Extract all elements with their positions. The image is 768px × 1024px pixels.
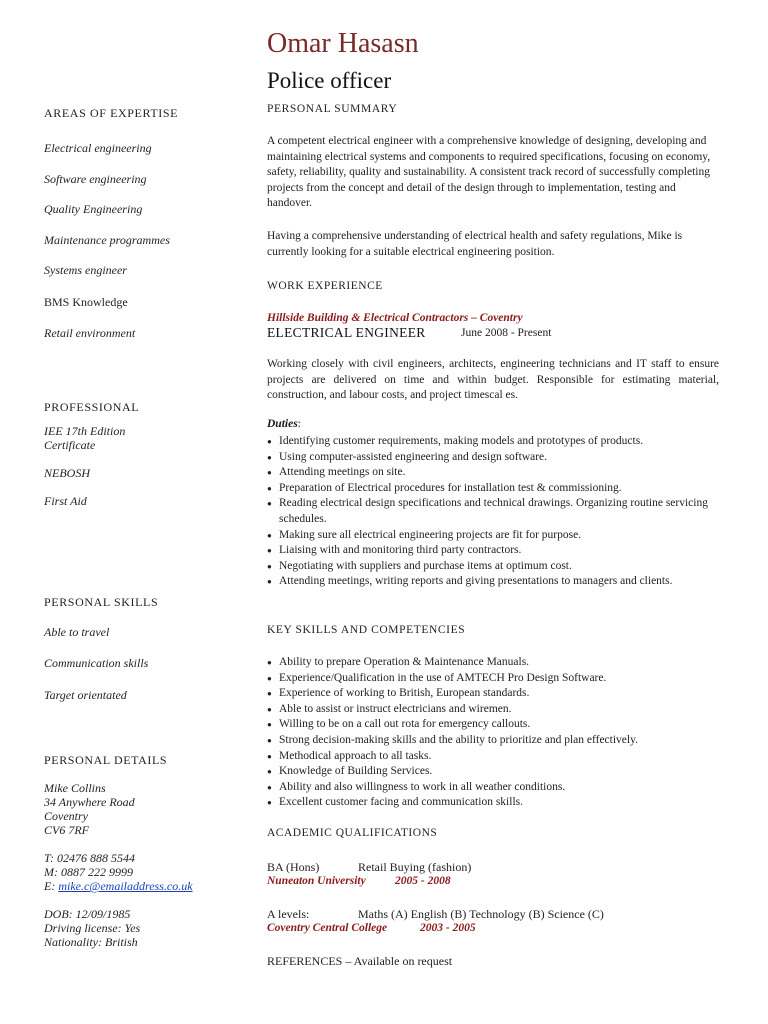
expertise-item: Quality Engineering <box>44 202 143 216</box>
candidate-name: Omar Hasasn <box>267 28 419 59</box>
duty-item: ● Attending meetings, writing reports and giving presentations to managers and clients. <box>267 574 719 590</box>
detail-email-row <box>44 879 193 894</box>
employer-name: Hillside Building & Electrical Contractors – Coventry <box>267 312 523 324</box>
personal-skill-item: Communication skills <box>44 656 149 670</box>
personal-skill-item: Able to travel <box>44 625 110 639</box>
expertise-heading: AREAS OF EXPERTISE <box>44 106 179 120</box>
key-skill-item: ● Excellent customer facing and communication skills. <box>267 795 719 811</box>
email-link[interactable]: mike.c@emailaddress.co.uk <box>58 879 193 893</box>
personal-skill-item: Target orientated <box>44 688 127 702</box>
summary-heading: PERSONAL SUMMARY <box>267 103 398 115</box>
detail-name: Mike Collins <box>44 781 106 795</box>
job-description: Working closely with civil engineers, architects, engineering technicians and IT staff to ensure projects are delivered on time and within budget. Responsible for estimating material, construction, and labour costs, and project timescal es. <box>267 358 719 401</box>
duty-item: ● Making sure all electrical engineering projects are fit for purpose. <box>267 528 719 544</box>
university-dates: 2005 - 2008 <box>395 875 451 887</box>
duties-label: Duties <box>267 418 298 430</box>
detail-license: Driving license: Yes <box>44 921 141 935</box>
key-skill-item: ● Able to assist or instruct electricians and wiremen. <box>267 702 719 718</box>
key-skill-item: ● Strong decision-making skills and the ability to prioritize and plan effectively. <box>267 733 719 749</box>
duty-item: ● Preparation of Electrical procedures for installation test & commissioning. <box>267 481 719 497</box>
duties-colon: : <box>297 418 301 430</box>
professional-item: IEE 17th Edition <box>44 424 126 438</box>
university-name: Nuneaton University <box>267 875 366 887</box>
email-label: E: <box>44 879 59 893</box>
degree-subject: Retail Buying (fashion) <box>358 860 472 874</box>
duty-item: ● Using computer-assisted engineering and design software. <box>267 450 719 466</box>
key-skill-item: ● Knowledge of Building Services. <box>267 764 719 780</box>
professional-item: Certificate <box>44 438 96 452</box>
key-skills-heading: KEY SKILLS AND COMPETENCIES <box>267 624 466 636</box>
duty-item: ● Reading electrical design specifications and technical drawings. Organizing routine servicing schedules. <box>267 496 719 527</box>
key-skill-item: ● Willing to be on a call out rota for emergency callouts. <box>267 717 719 733</box>
expertise-item: Electrical engineering <box>44 141 152 155</box>
personal-skills-heading: PERSONAL SKILLS <box>44 595 159 609</box>
duty-item: ● Attending meetings on site. <box>267 465 719 481</box>
detail-mobile: M: 0887 222 9999 <box>44 865 133 879</box>
expertise-item: BMS Knowledge <box>44 295 128 309</box>
job-dates: June 2008 - Present <box>461 327 552 339</box>
detail-nationality: Nationality: British <box>44 935 138 949</box>
summary-paragraph: A competent electrical engineer with a comprehensive knowledge of designing, developing and maintaining electrical systems and components to required specifications, focusing on economy, safety, reliability, quality and sustainability. A consistent track record of successfully completing projects from the concept and detail of the design through to implementation, testing and handover. <box>267 135 711 209</box>
key-skill-item: ● Experience of working to British, European standards. <box>267 686 719 702</box>
work-heading: WORK EXPERIENCE <box>267 280 383 292</box>
detail-telephone: T: 02476 888 5544 <box>44 851 136 865</box>
degree: BA (Hons) <box>267 860 320 874</box>
key-skill-item: ● Methodical approach to all tasks. <box>267 749 719 765</box>
key-skills-list <box>267 655 719 811</box>
professional-item: NEBOSH <box>44 466 90 480</box>
alevels-subjects: Maths (A) English (B) Technology (B) Science (C) <box>358 907 604 921</box>
academic-heading: ACADEMIC QUALIFICATIONS <box>267 827 438 839</box>
expertise-item: Software engineering <box>44 172 147 186</box>
key-skill-item: ● Ability and also willingness to work in all weather conditions. <box>267 780 719 796</box>
expertise-item: Systems engineer <box>44 263 127 277</box>
job-title: ELECTRICAL ENGINEER <box>267 325 426 340</box>
key-skill-item: ● Experience/Qualification in the use of AMTECH Pro Design Software. <box>267 671 719 687</box>
duty-item: ● Negotiating with suppliers and purchase items at optimum cost. <box>267 559 719 575</box>
expertise-item: Maintenance programmes <box>44 233 170 247</box>
expertise-item: Retail environment <box>44 326 136 340</box>
college-name: Coventry Central College <box>267 922 388 934</box>
college-dates: 2003 - 2005 <box>420 922 476 934</box>
duties-label-row <box>267 418 301 430</box>
candidate-title: Police officer <box>267 68 392 93</box>
duties-list <box>267 434 719 590</box>
professional-heading: PROFESSIONAL <box>44 400 140 414</box>
alevels-label: A levels: <box>267 907 310 921</box>
references-line: REFERENCES – Available on request <box>267 954 453 968</box>
duty-item: ● Liaising with and monitoring third party contractors. <box>267 543 719 559</box>
professional-item: First Aid <box>44 494 87 508</box>
detail-postcode: CV6 7RF <box>44 823 89 837</box>
detail-dob: DOB: 12/09/1985 <box>44 907 131 921</box>
personal-details-heading: PERSONAL DETAILS <box>44 753 168 767</box>
detail-address: 34 Anywhere Road <box>44 795 135 809</box>
detail-city: Coventry <box>44 809 88 823</box>
summary-paragraph: Having a comprehensive understanding of electrical health and safety regulations, Mike is currently looking for a suitable electrical engineering position. <box>267 230 683 258</box>
key-skill-item: ● Ability to prepare Operation & Maintenance Manuals. <box>267 655 719 671</box>
duty-item: ● Identifying customer requirements, making models and prototypes of products. <box>267 434 719 450</box>
